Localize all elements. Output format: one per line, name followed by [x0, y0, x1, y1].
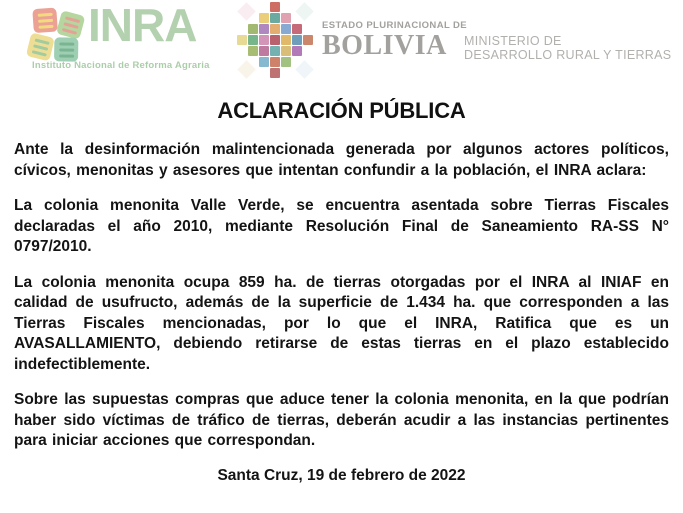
mosaic-tile [281, 13, 291, 23]
paragraph-compras: Sobre las supuestas compras que aduce tener la colonia menonita, en la que podrían haber sido víctimas de tráfico de tierras, deberán acudir a las instancias pertinentes para iniciar acciones que correspondan. [14, 391, 669, 449]
inra-hand-icon [54, 37, 78, 61]
bolivia-chakana-logo [237, 2, 316, 81]
mosaic-tile [259, 57, 269, 67]
mosaic-tile [303, 35, 313, 45]
mosaic-tile [259, 13, 269, 23]
paragraph-tierras-fiscales: La colonia menonita Valle Verde, se encuentra asentada sobre Tierras Fiscales declaradas el año 2010, mediante Resolución Final de Saneamiento RA-SS N° 0797/2010. [14, 197, 669, 255]
inra-emblem-icon [27, 7, 86, 66]
mosaic-tile [281, 35, 291, 45]
inra-hand-icon [26, 32, 55, 61]
mosaic-tile [270, 24, 280, 34]
mosaic-tile [292, 46, 302, 56]
mosaic-tile [281, 46, 291, 56]
mosaic-tile [259, 46, 269, 56]
dateline: Santa Cruz, 19 de febrero de 2022 [217, 466, 466, 484]
chakana-accent-diamond [237, 60, 255, 78]
ministry-name [464, 34, 671, 62]
inra-wordmark: INRA [88, 0, 197, 51]
mosaic-tile [270, 46, 280, 56]
inra-hand-icon [32, 8, 58, 34]
mosaic-tile [248, 35, 258, 45]
mosaic-tile [281, 57, 291, 67]
mosaic-tile [292, 24, 302, 34]
ministry-line1: MINISTERIO DE [464, 34, 562, 48]
mosaic-tile [270, 35, 280, 45]
paragraph-avasallamiento: La colonia menonita ocupa 859 ha. de tierras otorgadas por el INRA al INIAF en calidad de usufructo, además de la superficie de 1.434 ha. que corresponden a las Tierras Fiscales mencionadas, por lo que el INRA, Ratifica que es un AVASALLAMIENTO, debiendo retirarse de estas tierras en el plazo establecido indefectiblemente. [14, 273, 669, 373]
mosaic-tile [237, 35, 247, 45]
mosaic-tile [270, 68, 280, 78]
inra-hand-icon [56, 10, 85, 39]
bolivia-wordmark: BOLIVIA [322, 30, 447, 61]
ministry-line2: DESARROLLO RURAL Y TIERRAS [464, 48, 672, 62]
mosaic-tile [248, 46, 258, 56]
mosaic-tile [259, 35, 269, 45]
mosaic-tile [292, 35, 302, 45]
page-title: ACLARACIÓN PÚBLICA [217, 98, 466, 123]
inra-logo [30, 0, 220, 84]
header [0, 0, 683, 90]
chakana-accent-diamond [295, 2, 313, 20]
mosaic-tile [270, 57, 280, 67]
mosaic-tile [281, 24, 291, 34]
mosaic-tile [270, 13, 280, 23]
bolivia-wordmark-block [322, 20, 467, 60]
mosaic-tile [259, 24, 269, 34]
inra-tagline: Instituto Nacional de Reforma Agraria [32, 60, 210, 71]
chakana-accent-diamond [295, 60, 313, 78]
chakana-accent-diamond [237, 2, 255, 20]
document-body [0, 140, 683, 485]
mosaic-tile [270, 2, 280, 12]
mosaic-tile [248, 24, 258, 34]
bolivia-pretitle: ESTADO PLURINACIONAL DE [322, 20, 468, 31]
paragraph-intro: Ante la desinformación malintencionada generada por algunos actores políticos, cívicos, menonitas y asesores que intentan confundir a la población, el INRA aclara: [14, 141, 669, 179]
